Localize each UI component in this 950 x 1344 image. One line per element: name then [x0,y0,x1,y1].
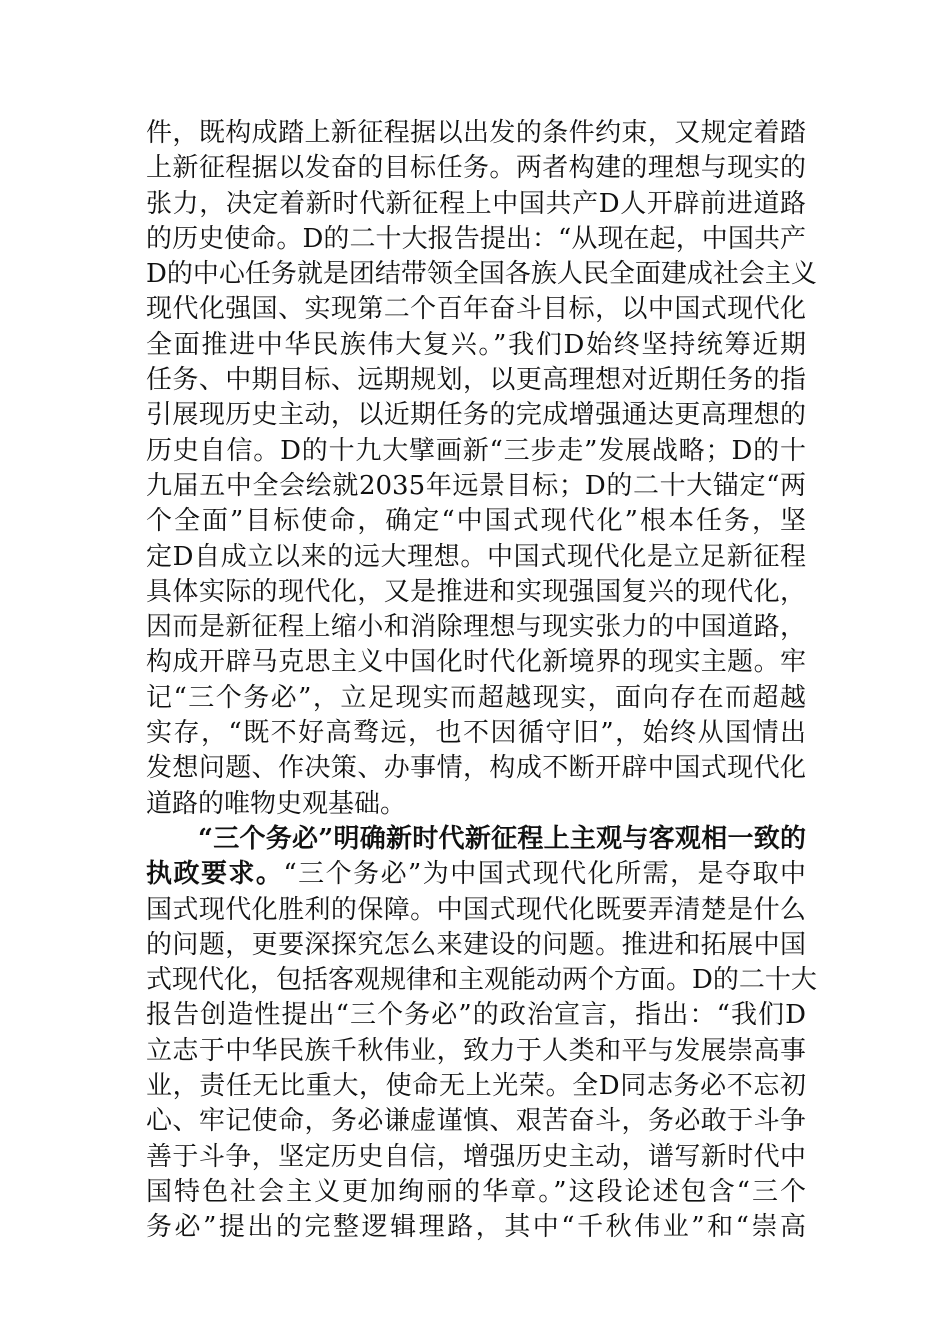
text-line: 善于斗争，坚定历史自信，增强历史主动，谱写新时代中 [146,1141,806,1172]
text-line: 立志于中华民族千秋伟业，致力于人类和平与发展崇高事 [146,1035,806,1066]
document-body [146,116,817,1246]
text-line: 历史自信。D的十九大擘画新“三步走”发展战略；D的十 [146,435,806,466]
text-line: 引展现历史主动，以近期任务的完成增强通达更高理想的 [146,400,806,431]
text-line: 报告创造性提出“三个务必”的政治宣言，指出：“我们D [146,1000,806,1031]
text-line: 的历史使命。D的二十大报告提出：“从现在起，中国共产 [146,223,806,254]
text-line: 国特色社会主义更加绚丽的华章。”这段论述包含“三个 [146,1176,806,1207]
text-line: 发想问题、作决策、办事情，构成不断开辟中国式现代化 [146,753,806,784]
paragraph-1 [146,116,817,822]
text-line: 九届五中全会绘就2035年远景目标；D的二十大锚定“两 [146,470,806,501]
text-line: 实存，“既不好高骛远，也不因循守旧”，始终从国情出 [146,718,806,749]
text-line: 任务、中期目标、远期规划，以更高理想对近期任务的指 [146,365,806,396]
text-line: 因而是新征程上缩小和消除理想与现实张力的中国道路， [146,612,806,643]
text-line: 全面推进中华民族伟大复兴。”我们D始终坚持统筹近期 [146,329,806,360]
text-line: 心、牢记使命，务必谦虚谨慎、艰苦奋斗，务必敢于斗争 [146,1106,806,1137]
text-line: 国式现代化胜利的保障。中国式现代化既要弄清楚是什么 [146,894,806,925]
body-text: “三个务必”为中国式现代化所需，是夺取中 [283,859,806,890]
text-line: 业，责任无比重大，使命无上光荣。全D同志务必不忘初 [146,1071,806,1102]
text-line: 定D自成立以来的远大理想。中国式现代化是立足新征程 [146,541,806,572]
text-line: 记“三个务必”，立足现实而超越现实，面向存在而超越 [146,682,806,713]
text-line: 现代化强国、实现第二个百年奋斗目标，以中国式现代化 [146,294,806,325]
text-line: 张力，决定着新时代新征程上中国共产D人开辟前进道路 [146,188,806,219]
text-line: 件，既构成踏上新征程据以出发的条件约束，又规定着踏 [146,118,806,148]
paragraph-2 [146,822,817,1246]
bold-heading-text: 执政要求。 [146,859,284,890]
text-line: 道路的唯物史观基础。 [146,788,407,819]
text-line: D的中心任务就是团结带领全国各族人民全面建成社会主义 [146,259,817,290]
heading-line [146,822,806,857]
text-line: 具体实际的现代化，又是推进和实现强国复兴的现代化， [146,576,806,607]
text-line: 的问题，更要深探究怎么来建设的问题。推进和拓展中国 [146,929,806,960]
text-line: 式现代化，包括客观规律和主观能动两个方面。D的二十大 [146,965,817,996]
text-line: 个全面”目标使命，确定“中国式现代化”根本任务，坚 [146,506,806,537]
bold-heading-text: “三个务必”明确新时代新征程上主观与客观相一致的 [198,823,806,854]
text-line [146,857,806,892]
text-line: 上新征程据以发奋的目标任务。两者构建的理想与现实的 [146,153,806,184]
text-line: 构成开辟马克思主义中国化时代化新境界的现实主题。牢 [146,647,806,678]
text-line: 务必”提出的完整逻辑理路，其中“千秋伟业”和“崇高 [146,1212,806,1243]
